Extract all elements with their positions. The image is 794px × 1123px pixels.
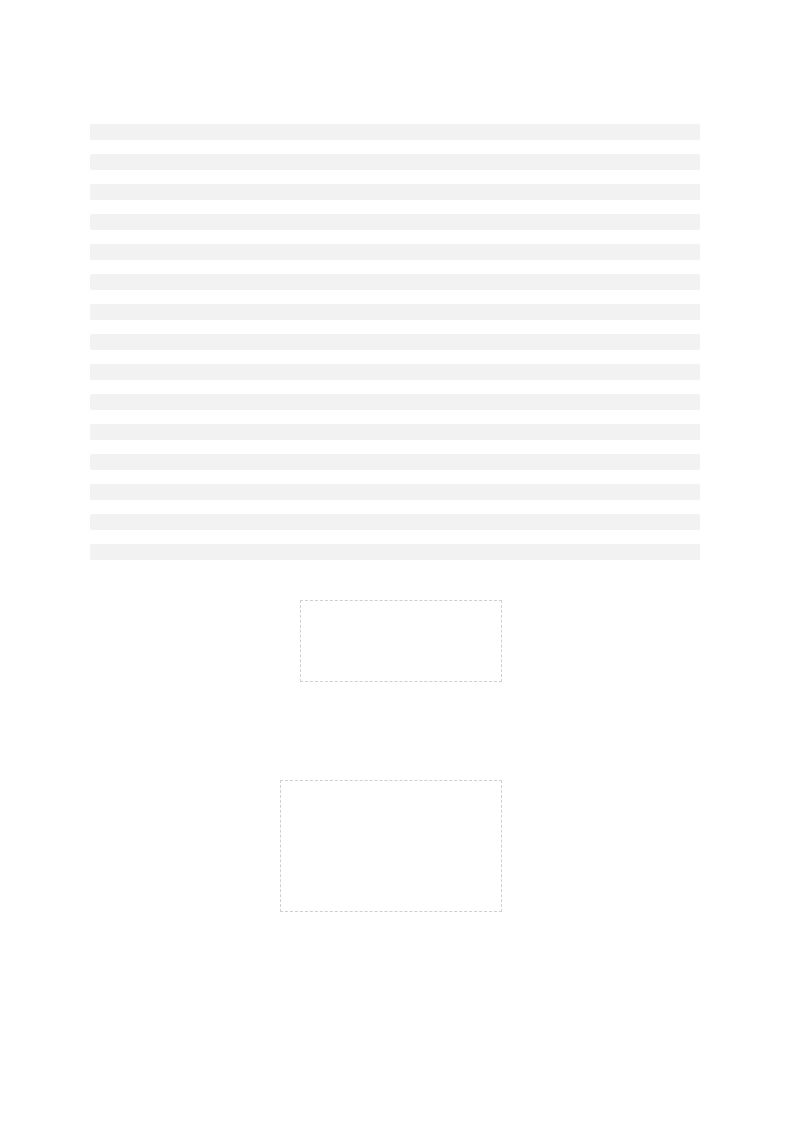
- text-line-placeholder: [90, 154, 700, 170]
- text-line-placeholder: [90, 394, 700, 410]
- text-line-placeholder: [90, 484, 700, 500]
- text-line-placeholder: [90, 304, 700, 320]
- text-line-placeholder: [90, 274, 700, 290]
- text-line-placeholder: [90, 184, 700, 200]
- text-line-placeholder: [90, 424, 700, 440]
- text-line-placeholder: [90, 364, 700, 380]
- text-line-placeholder: [90, 214, 700, 230]
- figure-placeholder: [300, 600, 502, 682]
- text-line-placeholder: [90, 334, 700, 350]
- text-line-placeholder: [90, 124, 700, 140]
- chart-figure-placeholder: [280, 780, 502, 912]
- text-line-placeholder: [90, 514, 700, 530]
- text-line-placeholder: [90, 244, 700, 260]
- text-line-placeholder: [90, 544, 700, 560]
- text-line-placeholder: [90, 454, 700, 470]
